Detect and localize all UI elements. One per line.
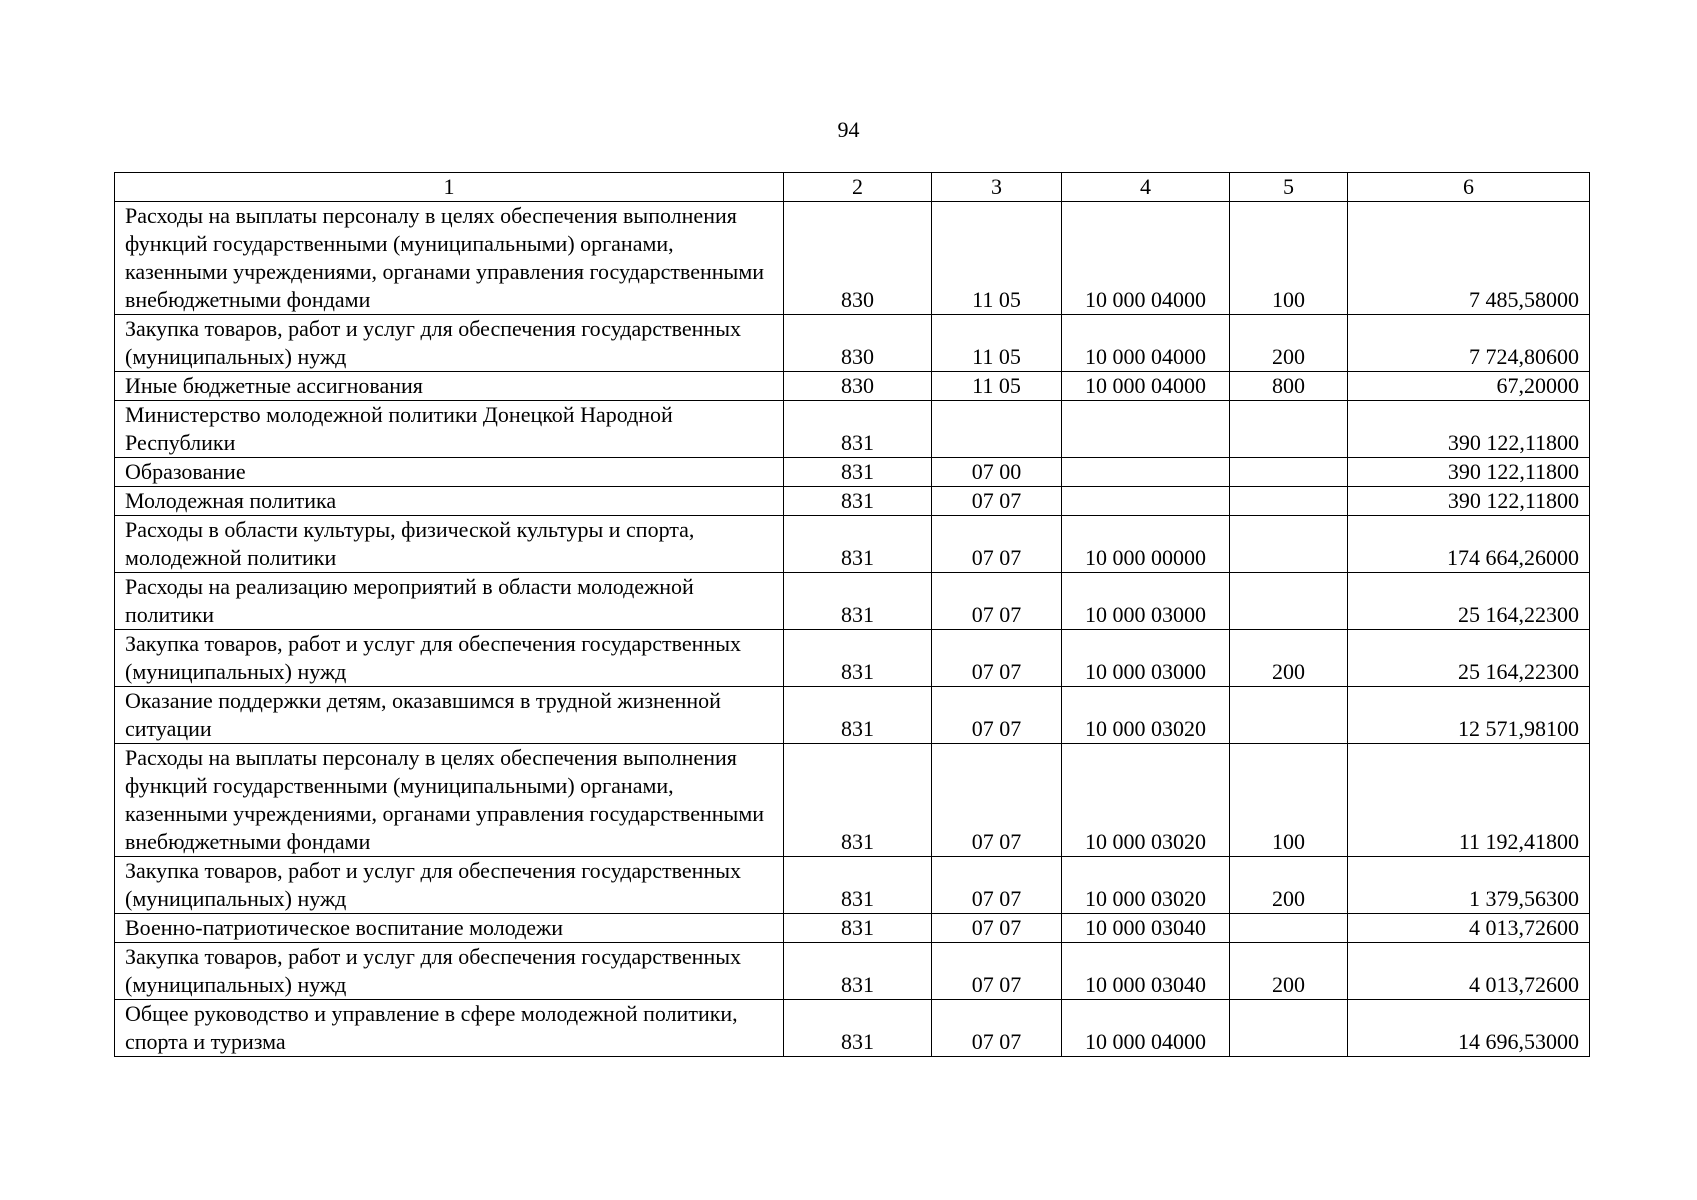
sum-cell: 14 696,53000 (1348, 1000, 1590, 1057)
expense-type-cell: 100 (1230, 744, 1348, 857)
column-header-5: 5 (1230, 173, 1348, 202)
table-row (115, 857, 1590, 914)
expense-name-cell: Закупка товаров, работ и услуг для обеспечения государственных (муниципальных) нужд (115, 943, 784, 1000)
column-header-4: 4 (1062, 173, 1230, 202)
table-row (115, 943, 1590, 1000)
article-code-cell: 10 000 04000 (1062, 202, 1230, 315)
article-code-cell: 10 000 03000 (1062, 630, 1230, 687)
budget-table (114, 172, 1590, 1057)
sum-cell: 390 122,11800 (1348, 401, 1590, 458)
sum-cell: 390 122,11800 (1348, 487, 1590, 516)
expense-type-cell (1230, 914, 1348, 943)
column-header-3: 3 (932, 173, 1062, 202)
sum-cell: 25 164,22300 (1348, 630, 1590, 687)
sum-cell: 11 192,41800 (1348, 744, 1590, 857)
table-row (115, 573, 1590, 630)
section-code-cell: 07 07 (932, 857, 1062, 914)
table-row (115, 315, 1590, 372)
column-header-1: 1 (115, 173, 784, 202)
ministry-code-cell: 830 (784, 202, 932, 315)
article-code-cell: 10 000 03020 (1062, 744, 1230, 857)
table-row (115, 516, 1590, 573)
article-code-cell: 10 000 03020 (1062, 857, 1230, 914)
expense-name-cell: Расходы в области культуры, физической культуры и спорта, молодежной политики (115, 516, 784, 573)
table-header-row (115, 173, 1590, 202)
section-code-cell: 07 00 (932, 458, 1062, 487)
expense-type-cell (1230, 458, 1348, 487)
expense-type-cell (1230, 487, 1348, 516)
article-code-cell (1062, 487, 1230, 516)
ministry-code-cell: 831 (784, 687, 932, 744)
ministry-code-cell: 831 (784, 630, 932, 687)
expense-name-cell: Образование (115, 458, 784, 487)
table-body (115, 202, 1590, 1057)
section-code-cell: 11 05 (932, 202, 1062, 315)
ministry-code-cell: 830 (784, 315, 932, 372)
article-code-cell (1062, 458, 1230, 487)
expense-type-cell: 100 (1230, 202, 1348, 315)
table-row (115, 202, 1590, 315)
column-header-2: 2 (784, 173, 932, 202)
article-code-cell: 10 000 03020 (1062, 687, 1230, 744)
section-code-cell: 07 07 (932, 744, 1062, 857)
expense-type-cell: 200 (1230, 857, 1348, 914)
article-code-cell: 10 000 03040 (1062, 943, 1230, 1000)
expense-name-cell: Расходы на выплаты персоналу в целях обеспечения выполнения функций государственными (муниципальными) органами, казенными учреждениями, органами управления государственными внебюджетными фондами (115, 744, 784, 857)
expense-name-cell: Общее руководство и управление в сфере молодежной политики, спорта и туризма (115, 1000, 784, 1057)
article-code-cell: 10 000 04000 (1062, 1000, 1230, 1057)
ministry-code-cell: 830 (784, 372, 932, 401)
table-row (115, 914, 1590, 943)
section-code-cell: 07 07 (932, 687, 1062, 744)
table-row (115, 487, 1590, 516)
expense-name-cell: Закупка товаров, работ и услуг для обеспечения государственных (муниципальных) нужд (115, 857, 784, 914)
section-code-cell: 11 05 (932, 315, 1062, 372)
table-row (115, 630, 1590, 687)
table-row (115, 372, 1590, 401)
ministry-code-cell: 831 (784, 943, 932, 1000)
expense-type-cell (1230, 687, 1348, 744)
section-code-cell: 07 07 (932, 630, 1062, 687)
ministry-code-cell: 831 (784, 516, 932, 573)
expense-name-cell: Закупка товаров, работ и услуг для обеспечения государственных (муниципальных) нужд (115, 315, 784, 372)
table-row (115, 744, 1590, 857)
article-code-cell: 10 000 04000 (1062, 315, 1230, 372)
expense-name-cell: Оказание поддержки детям, оказавшимся в трудной жизненной ситуации (115, 687, 784, 744)
article-code-cell: 10 000 03040 (1062, 914, 1230, 943)
ministry-code-cell: 831 (784, 458, 932, 487)
page-number: 94 (837, 117, 860, 142)
expense-name-cell: Расходы на реализацию мероприятий в области молодежной политики (115, 573, 784, 630)
sum-cell: 4 013,72600 (1348, 943, 1590, 1000)
expense-name-cell: Министерство молодежной политики Донецкой Народной Республики (115, 401, 784, 458)
expense-type-cell (1230, 516, 1348, 573)
expense-type-cell (1230, 401, 1348, 458)
ministry-code-cell: 831 (784, 401, 932, 458)
table-row (115, 1000, 1590, 1057)
ministry-code-cell: 831 (784, 857, 932, 914)
section-code-cell: 07 07 (932, 516, 1062, 573)
table-row (115, 401, 1590, 458)
expense-name-cell: Военно-патриотическое воспитание молодежи (115, 914, 784, 943)
ministry-code-cell: 831 (784, 487, 932, 516)
ministry-code-cell: 831 (784, 914, 932, 943)
sum-cell: 7 724,80600 (1348, 315, 1590, 372)
section-code-cell: 07 07 (932, 1000, 1062, 1057)
expense-type-cell (1230, 573, 1348, 630)
article-code-cell: 10 000 04000 (1062, 372, 1230, 401)
sum-cell: 67,20000 (1348, 372, 1590, 401)
sum-cell: 12 571,98100 (1348, 687, 1590, 744)
column-header-6: 6 (1348, 173, 1590, 202)
sum-cell: 174 664,26000 (1348, 516, 1590, 573)
article-code-cell (1062, 401, 1230, 458)
sum-cell: 1 379,56300 (1348, 857, 1590, 914)
expense-type-cell: 800 (1230, 372, 1348, 401)
sum-cell: 4 013,72600 (1348, 914, 1590, 943)
table-row (115, 687, 1590, 744)
expense-type-cell: 200 (1230, 630, 1348, 687)
section-code-cell (932, 401, 1062, 458)
ministry-code-cell: 831 (784, 1000, 932, 1057)
expense-name-cell: Закупка товаров, работ и услуг для обеспечения государственных (муниципальных) нужд (115, 630, 784, 687)
expense-type-cell (1230, 1000, 1348, 1057)
expense-type-cell: 200 (1230, 943, 1348, 1000)
expense-type-cell: 200 (1230, 315, 1348, 372)
section-code-cell: 07 07 (932, 487, 1062, 516)
section-code-cell: 07 07 (932, 573, 1062, 630)
ministry-code-cell: 831 (784, 744, 932, 857)
article-code-cell: 10 000 03000 (1062, 573, 1230, 630)
sum-cell: 7 485,58000 (1348, 202, 1590, 315)
section-code-cell: 11 05 (932, 372, 1062, 401)
expense-name-cell: Молодежная политика (115, 487, 784, 516)
expense-name-cell: Иные бюджетные ассигнования (115, 372, 784, 401)
table-row (115, 458, 1590, 487)
section-code-cell: 07 07 (932, 914, 1062, 943)
sum-cell: 390 122,11800 (1348, 458, 1590, 487)
expense-name-cell: Расходы на выплаты персоналу в целях обеспечения выполнения функций государственными (муниципальными) органами, казенными учреждениями, органами управления государственными внебюджетными фондами (115, 202, 784, 315)
article-code-cell: 10 000 00000 (1062, 516, 1230, 573)
sum-cell: 25 164,22300 (1348, 573, 1590, 630)
section-code-cell: 07 07 (932, 943, 1062, 1000)
ministry-code-cell: 831 (784, 573, 932, 630)
